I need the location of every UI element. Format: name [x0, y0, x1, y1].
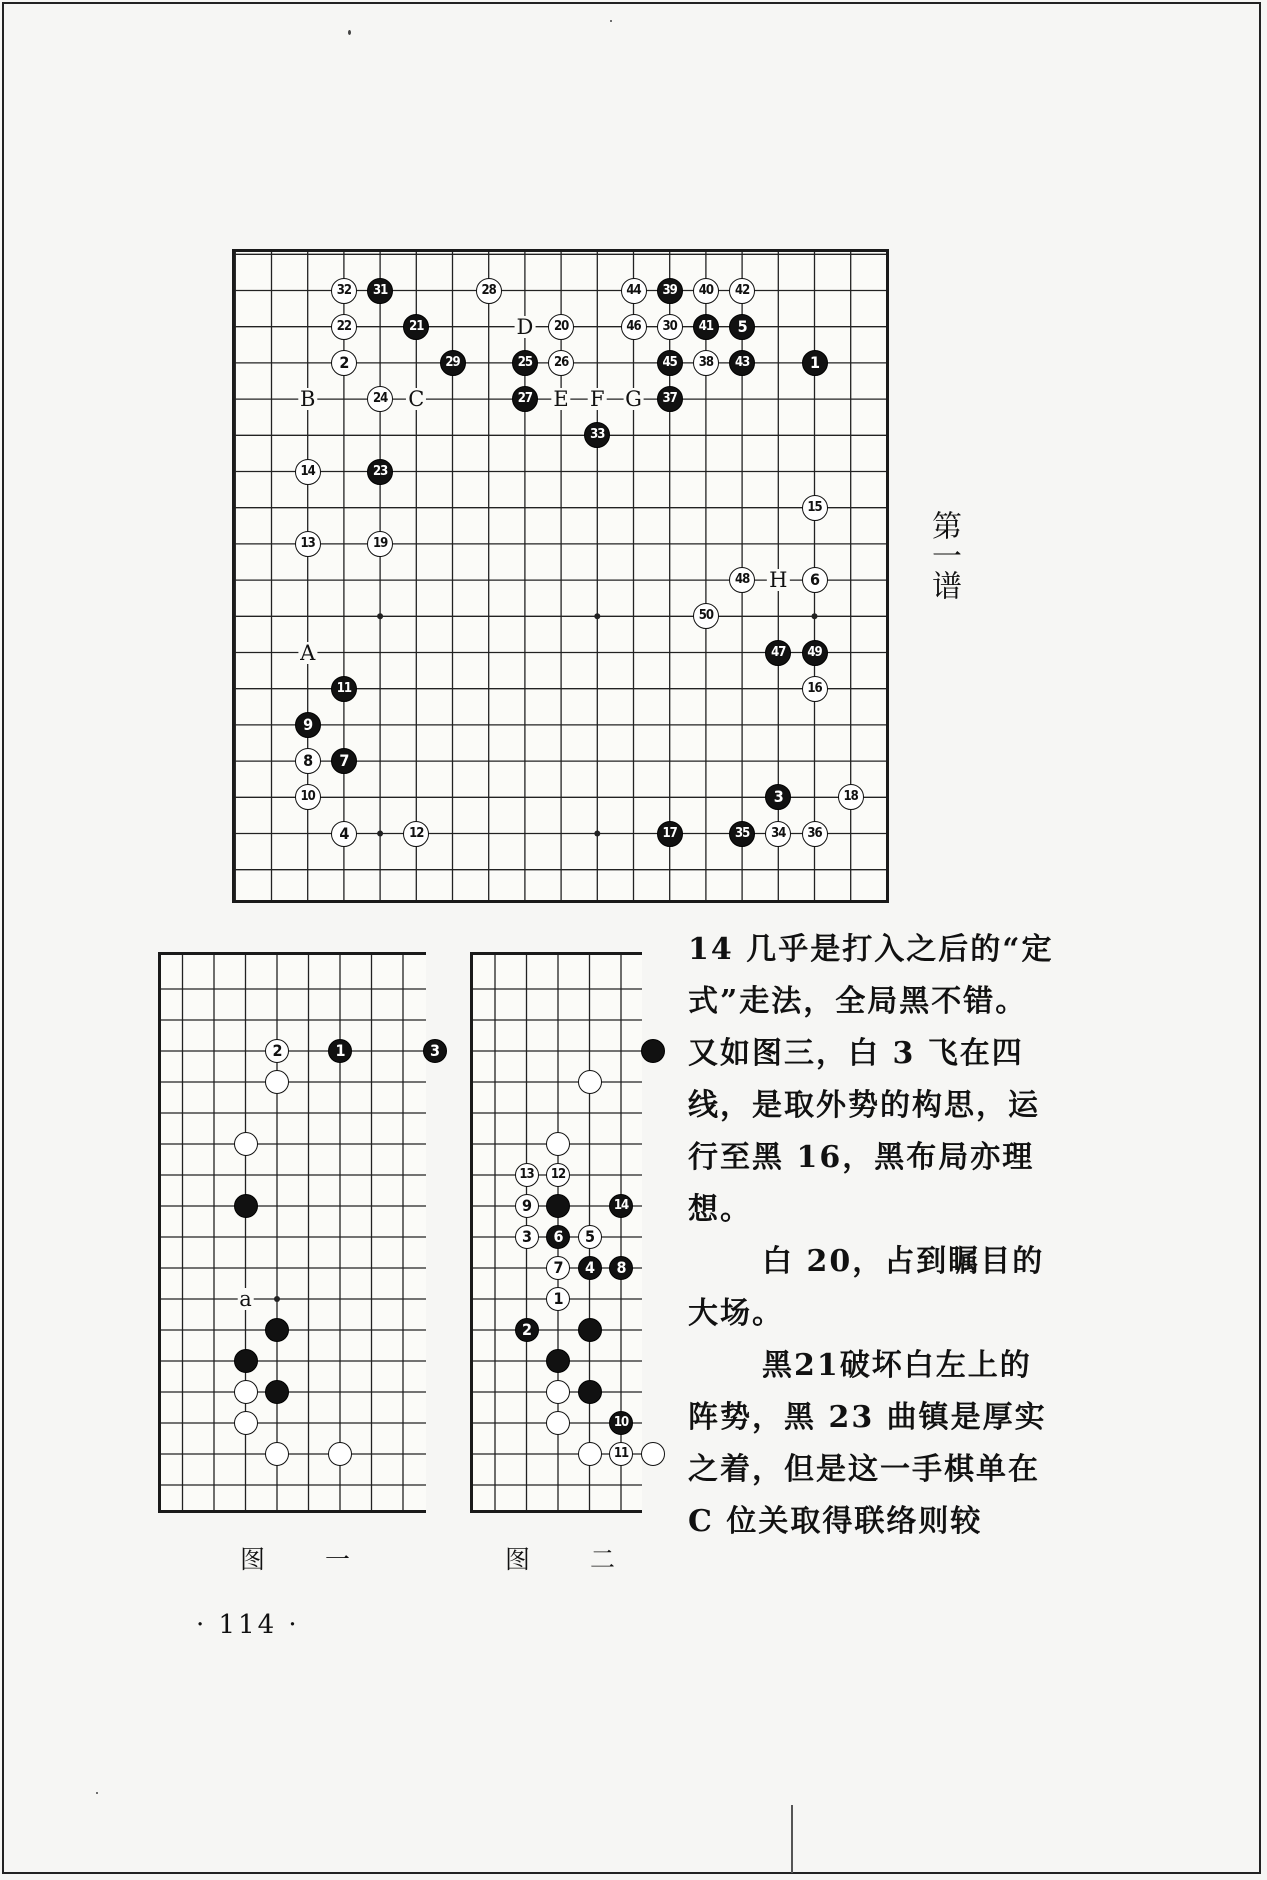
main-go-board-diagram [232, 249, 889, 903]
point-marker-label: E [553, 387, 569, 412]
white-stone: 16 [802, 676, 828, 702]
black-stone [234, 1194, 258, 1218]
white-stone: 14 [295, 459, 321, 485]
white-stone: 7 [546, 1256, 570, 1280]
commentary-paragraph-3: 黑21破坏白左上的阵势，黑 23 曲镇是厚实之着，但是这一手棋单在 C 位关取得联络则较 [688, 1348, 1047, 1539]
black-stone: 43 [729, 350, 755, 376]
black-stone: 41 [693, 314, 719, 340]
white-stone [578, 1070, 602, 1094]
black-stone: 37 [657, 386, 683, 412]
white-stone [546, 1411, 570, 1435]
white-stone: 4 [331, 821, 357, 847]
point-marker-label: F [590, 387, 605, 412]
white-stone [546, 1132, 570, 1156]
black-stone: 5 [729, 314, 755, 340]
black-stone: 2 [515, 1318, 539, 1342]
point-marker-label: G [625, 387, 642, 412]
binding-rule [791, 1805, 793, 1873]
white-stone: 20 [548, 314, 574, 340]
black-stone: 8 [609, 1256, 633, 1280]
black-stone: 1 [802, 350, 828, 376]
ink-speck [348, 30, 351, 35]
black-stone [578, 1318, 602, 1342]
black-stone: 27 [512, 386, 538, 412]
white-stone: 13 [295, 531, 321, 557]
side-title-record-one: 第一谱 [926, 510, 961, 600]
white-stone: 38 [693, 350, 719, 376]
white-stone [546, 1380, 570, 1404]
white-stone: 46 [621, 314, 647, 340]
black-stone: 35 [729, 821, 755, 847]
white-stone: 24 [367, 386, 393, 412]
white-stone: 11 [609, 1442, 633, 1466]
black-stone: 1 [328, 1039, 352, 1063]
white-stone: 9 [515, 1194, 539, 1218]
white-stone: 44 [621, 278, 647, 304]
white-stone: 36 [802, 821, 828, 847]
white-stone [328, 1442, 352, 1466]
white-stone: 50 [693, 603, 719, 629]
black-stone [546, 1349, 570, 1373]
white-stone: 22 [331, 314, 357, 340]
black-stone [265, 1318, 289, 1342]
black-stone: 17 [657, 821, 683, 847]
black-stone: 9 [295, 712, 321, 738]
black-stone: 11 [331, 676, 357, 702]
black-stone: 3 [765, 784, 791, 810]
figure-one-go-board [158, 952, 439, 1513]
black-stone: 7 [331, 748, 357, 774]
commentary-paragraph-1: 14 几乎是打入之后的“定式”走法，全局黑不错。又如图三，白 3 飞在四线，是取外势的构思，运行至黑 16，黑布局亦理想。 [688, 932, 1054, 1227]
point-marker-label: a [239, 1287, 252, 1311]
black-stone [546, 1194, 570, 1218]
point-marker-label: B [299, 387, 316, 412]
black-stone: 31 [367, 278, 393, 304]
black-stone [265, 1380, 289, 1404]
page-number: · 114 · [196, 1610, 300, 1640]
point-marker-label: H [769, 568, 788, 593]
white-stone: 13 [515, 1163, 539, 1187]
white-stone: 40 [693, 278, 719, 304]
white-stone: 19 [367, 531, 393, 557]
black-stone: 14 [609, 1194, 633, 1218]
black-stone: 29 [440, 350, 466, 376]
board-grid [161, 955, 426, 1510]
white-stone [578, 1442, 602, 1466]
white-stone: 32 [331, 278, 357, 304]
black-stone: 3 [423, 1039, 447, 1063]
white-stone: 10 [295, 784, 321, 810]
figure-two-go-board [470, 952, 642, 1513]
white-stone: 34 [765, 821, 791, 847]
white-stone: 2 [265, 1039, 289, 1063]
black-stone: 23 [367, 459, 393, 485]
caption-figure-one: 图 一 [240, 1545, 376, 1574]
white-stone: 18 [838, 784, 864, 810]
white-stone: 26 [548, 350, 574, 376]
caption-figure-two: 图 二 [505, 1545, 641, 1574]
white-stone: 2 [331, 350, 357, 376]
point-marker-label: A [300, 640, 316, 665]
black-stone: 47 [765, 640, 791, 666]
white-stone: 8 [295, 748, 321, 774]
point-marker-label: C [408, 387, 425, 412]
black-stone [578, 1380, 602, 1404]
point-marker-label: D [516, 314, 534, 339]
white-stone [265, 1070, 289, 1094]
white-stone: 3 [515, 1225, 539, 1249]
black-stone: 25 [512, 350, 538, 376]
black-stone: 33 [584, 422, 610, 448]
black-stone [641, 1039, 665, 1063]
white-stone: 42 [729, 278, 755, 304]
black-stone: 4 [578, 1256, 602, 1280]
black-stone: 49 [802, 640, 828, 666]
white-stone: 28 [476, 278, 502, 304]
white-stone: 5 [578, 1225, 602, 1249]
black-stone: 10 [609, 1411, 633, 1435]
black-stone: 45 [657, 350, 683, 376]
white-stone [234, 1132, 258, 1156]
white-stone: 6 [802, 567, 828, 593]
white-stone [234, 1411, 258, 1435]
ink-speck [610, 20, 612, 22]
black-stone: 39 [657, 278, 683, 304]
black-stone: 21 [403, 314, 429, 340]
white-stone: 30 [657, 314, 683, 340]
white-stone: 12 [546, 1163, 570, 1187]
commentary-paragraph-2: 白 20，占到瞩目的大场。 [688, 1244, 1045, 1331]
white-stone: 12 [403, 821, 429, 847]
white-stone: 15 [802, 495, 828, 521]
ink-speck [96, 1792, 98, 1794]
white-stone: 48 [729, 567, 755, 593]
white-stone: 1 [546, 1287, 570, 1311]
white-stone [234, 1380, 258, 1404]
black-stone [234, 1349, 258, 1373]
black-stone: 6 [546, 1225, 570, 1249]
white-stone [265, 1442, 289, 1466]
white-stone [641, 1442, 665, 1466]
